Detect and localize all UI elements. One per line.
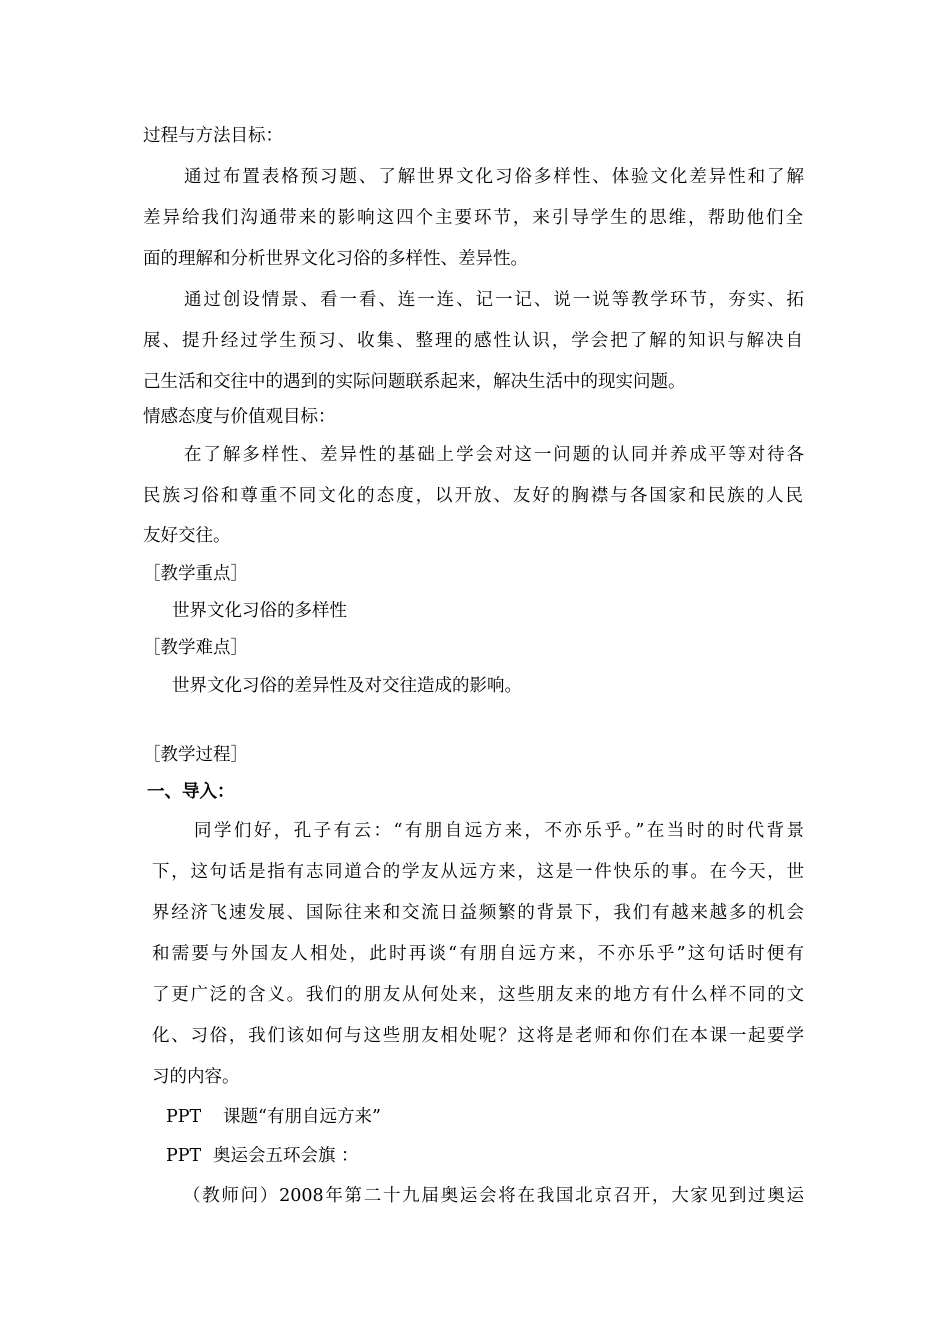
intro-paragraph-line-6: 化、习俗，我们该如何与这些朋友相处呢？这将是老师和你们在本课一起要学 [152, 1026, 804, 1046]
intro-paragraph-line-2: 下，这句话是指有志同道合的学友从远方来，这是一件快乐的事。在今天，世 [152, 862, 804, 882]
emotion-paragraph-line-3: 友好交往。 [143, 526, 231, 546]
intro-paragraph-line-7: 习的内容。 [152, 1067, 240, 1087]
ppt-label-2: PPT [166, 1146, 202, 1166]
emotion-paragraph-line-2: 民族习俗和尊重不同文化的态度，以开放、友好的胸襟与各国家和民族的人民 [143, 486, 803, 506]
ppt-text-2: 奥运会五环会旗 ： [213, 1146, 359, 1166]
process-paragraph-2-line-2: 展、提升经过学生预习、收集、整理的感性认识，学会把了解的知识与解决自 [143, 331, 803, 351]
process-paragraph-2-line-1: 通过创设情景、看一看、连一连、记一记、说一说等教学环节，夯实、拓 [184, 290, 804, 310]
ppt-label-1: PPT [166, 1107, 202, 1127]
process-heading: ［教学过程］ [143, 745, 248, 765]
intro-heading: 一、导入： [147, 782, 235, 802]
key-point-text: 世界文化习俗的多样性 [172, 601, 347, 621]
intro-paragraph-line-3: 界经济飞速发展、国际往来和交流日益频繁的背景下，我们有越来越多的机会 [152, 903, 804, 923]
process-goal-heading: 过程与方法目标： [143, 126, 283, 146]
process-paragraph-1-line-3: 面的理解和分析世界文化习俗的多样性、差异性。 [143, 249, 528, 269]
intro-paragraph-line-5: 了更广泛的含义。我们的朋友从何处来，这些朋友来的地方有什么样不同的文 [152, 985, 804, 1005]
difficulty-text: 世界文化习俗的差异性及对交往造成的影响。 [172, 676, 522, 696]
difficulty-heading: ［教学难点］ [143, 638, 248, 658]
intro-paragraph-line-1: 同学们好，孔子有云：“有朋自远方来，不亦乐乎。”在当时的时代背景 [194, 821, 804, 841]
process-paragraph-2-line-3: 己生活和交往中的遇到的实际问题联系起来，解决生活中的现实问题。 [143, 372, 686, 392]
emotion-goal-heading: 情感态度与价值观目标： [143, 407, 336, 427]
ppt-text-1: 课题“有朋自远方来” [223, 1107, 381, 1127]
process-paragraph-1-line-2: 差异给我们沟通带来的影响这四个主要环节，来引导学生的思维，帮助他们全 [143, 208, 803, 228]
process-paragraph-1-line-1: 通过布置表格预习题、了解世界文化习俗多样性、体验文化差异性和了解 [184, 167, 804, 187]
intro-paragraph-line-4: 和需要与外国友人相处，此时再谈“有朋自远方来，不亦乐乎”这句话时便有 [152, 944, 804, 964]
emotion-paragraph-line-1: 在了解多样性、差异性的基础上学会对这一问题的认同并养成平等对待各 [184, 445, 804, 465]
teacher-question-line: （教师问）2008年第二十九届奥运会将在我国北京召开，大家见到过奥运 [183, 1186, 804, 1206]
key-point-heading: ［教学重点］ [143, 564, 248, 584]
